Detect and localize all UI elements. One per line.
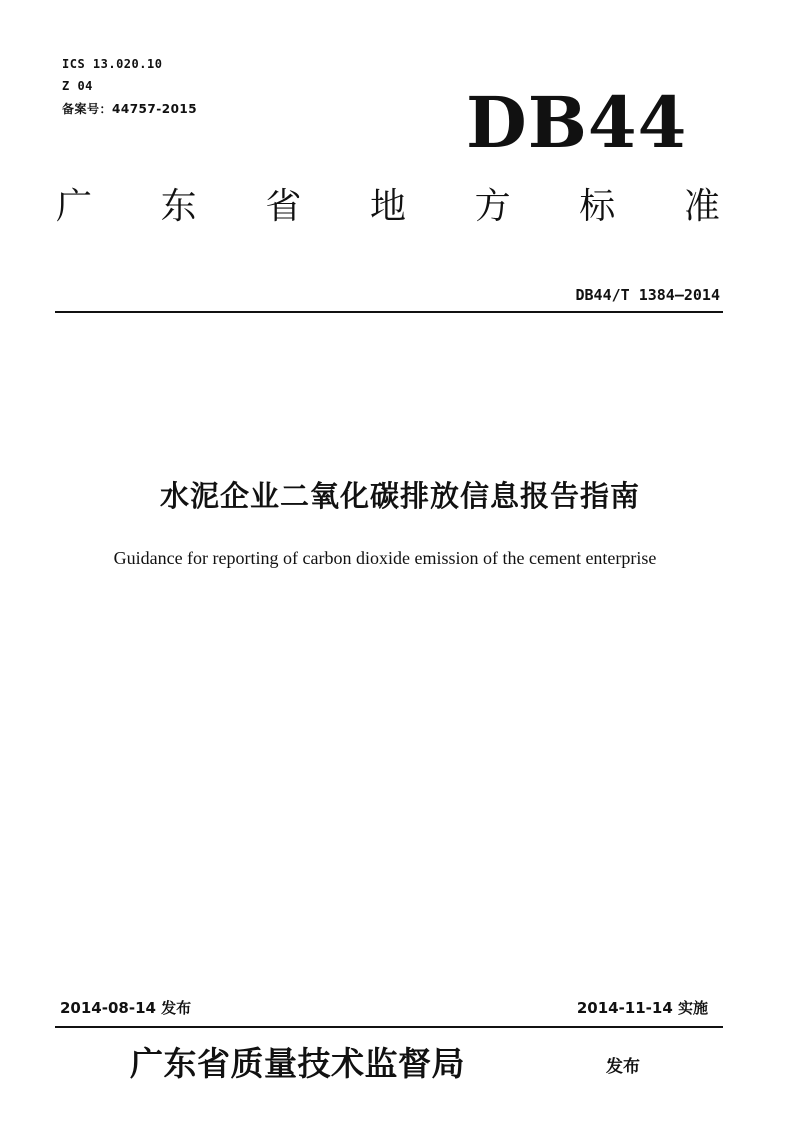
issue-date: 2014-08-14 发布 [60,999,192,1017]
standard-type-char: 省 [265,186,302,227]
document-title-english: Guidance for reporting of carbon dioxide emission of the cement enterprise [113,548,657,568]
standard-type-char: 准 [683,186,720,227]
classification-code: Z 04 [62,79,93,93]
bottom-divider [55,1026,723,1028]
standard-mark: DB44 [466,81,688,164]
document-title-chinese: 水泥企业二氧化碳排放信息报告指南 [159,479,640,513]
standard-type-char: 地 [369,186,406,227]
standard-number: DB44/T 1384—2014 [575,286,720,304]
standard-type-char: 广 [56,186,93,227]
standard-type-char: 标 [579,186,616,227]
issuing-authority-suffix: 发布 [606,1057,640,1077]
standard-type-char: 东 [160,186,197,227]
issuing-authority: 广东省质量技术监督局 [130,1044,465,1083]
standard-type-title [56,183,720,231]
standard-type-char: 方 [474,186,511,227]
top-divider [55,311,723,313]
implementation-date: 2014-11-14 实施 [576,999,708,1017]
record-number: 备案号：44757-2015 [62,102,198,116]
ics-code: ICS 13.020.10 [62,57,163,71]
